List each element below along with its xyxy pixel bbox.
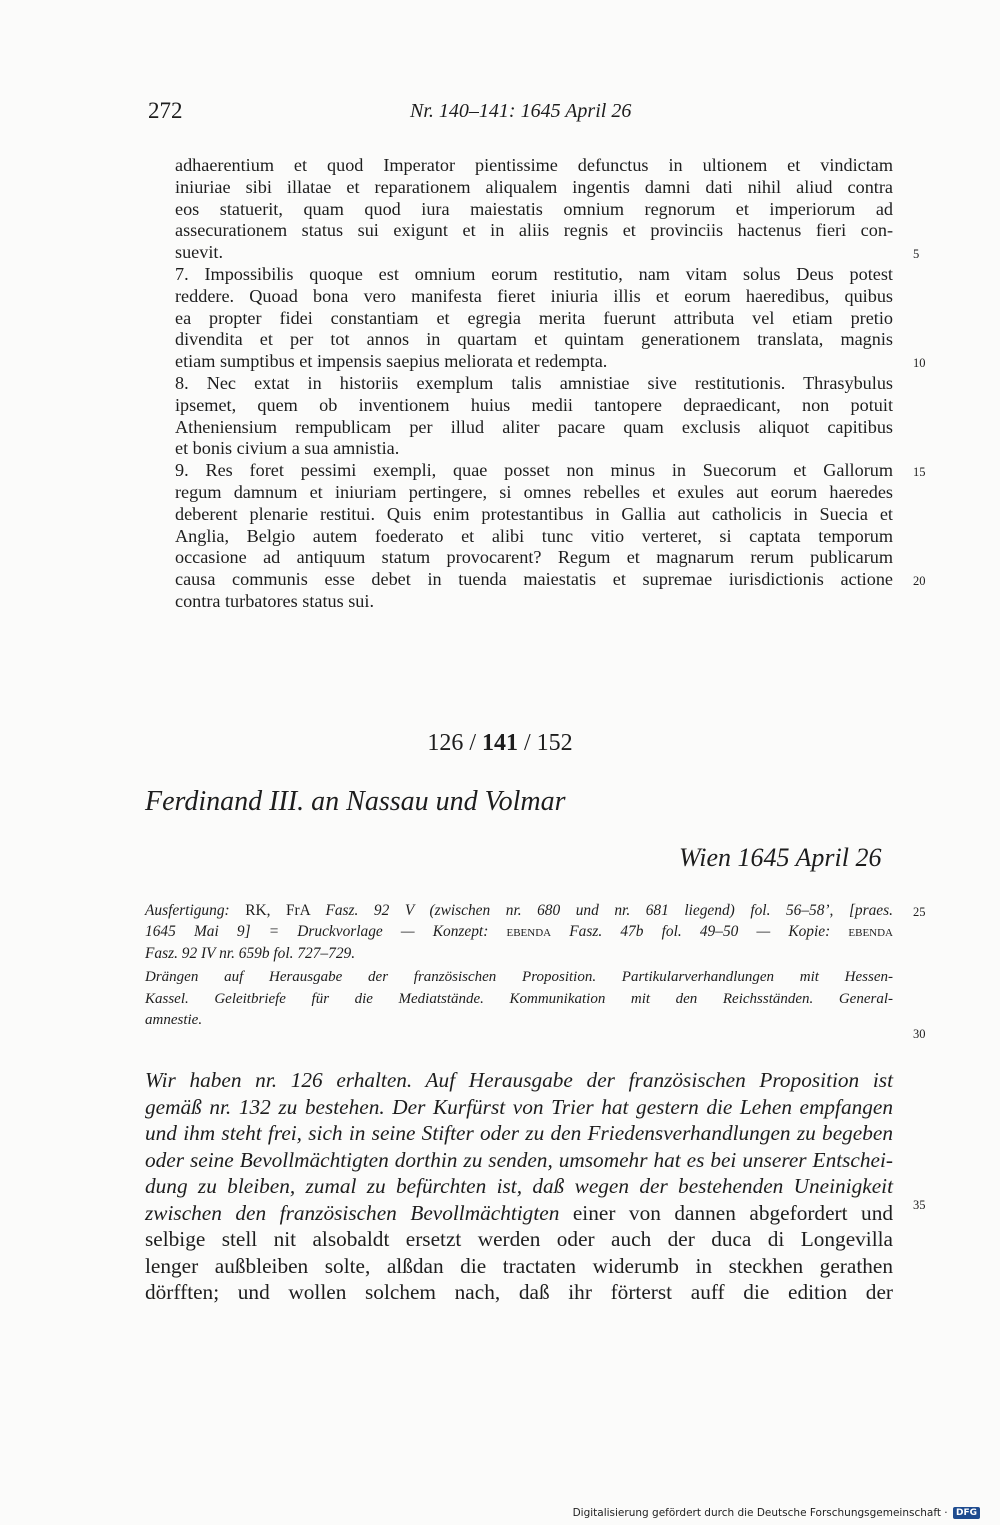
- line-number: 5: [913, 247, 920, 261]
- text-line: 9. Res foret pessimi exempli, quae posset non minus in Suecorum et Gallorum: [175, 460, 893, 481]
- source-line: Fasz. 92 IV nr. 659b fol. 727–729.: [145, 944, 356, 962]
- text-line: Atheniensium rempublicam per illud aliter pacare quam exclusis aliquot capitibus: [175, 416, 893, 437]
- text-line: eos statuerit, quam quod iura maiestatis omnium regnorum et imperiorum ad: [175, 198, 893, 219]
- text-line: etiam sumptibus et impensis saepius meliorata et redempta.: [175, 351, 608, 372]
- summary-line: Kassel. Geleitbriefe für die Mediatstände. Kommunikation mit den Reichsständen. General-: [145, 990, 893, 1007]
- quoted-text: einer von dannen abgefordert und: [559, 1200, 893, 1225]
- line-number: 35: [913, 1198, 926, 1212]
- summary-line: amnestie.: [145, 1012, 203, 1028]
- source-line: [145, 921, 893, 942]
- text-line: 7. Impossibilis quoque est omnium eorum restitutio, nam vitam solus Deus potest: [175, 263, 893, 284]
- folio-ref: Fasz. 92 V (zwischen nr. 680 und nr. 681 liegend) fol. 56–58’, [praes.: [325, 902, 893, 919]
- current-document-number: 141: [482, 730, 518, 756]
- line-number: 25: [913, 905, 926, 919]
- next-document-link[interactable]: 152: [536, 730, 573, 756]
- text-line: Anglia, Belgio autem foederato et alibi tunc vitio verteret, si captata temporum: [175, 525, 893, 546]
- body-line: und ihm steht frei, sich in seine Stifter oder zu den Friedensverhandlungen zu begeben: [145, 1121, 893, 1145]
- nav-separator: /: [469, 730, 476, 756]
- line-number: 30: [913, 1027, 926, 1041]
- line-number: 20: [913, 574, 926, 588]
- text-line: contra turbatores status sui.: [175, 590, 375, 611]
- body-line: dung zu bleiben, zumal zu befürchten ist, daß wegen der bestehenden Uneinigkeit: [145, 1174, 893, 1198]
- text-line: ipsemet, quem ob inventionem huius medii tantopere depraedicant, non potuit: [175, 394, 893, 415]
- body-line: oder seine Bevollmächtigten dorthin zu senden, umsomehr hat es bei unserer Entschei-: [145, 1147, 893, 1172]
- source-text: 1645 Mai 9] = Druckvorlage — Konzept:: [145, 923, 507, 941]
- dfg-logo: DFG: [953, 1507, 980, 1519]
- body-line: dörfften; und wollen solchem nach, daß ihr förterst auff die edition der: [145, 1280, 893, 1304]
- regest-text: zwischen den französischen Bevollmächtigten: [145, 1200, 560, 1225]
- funding-footer: [573, 1507, 980, 1519]
- text-line: 8. Nec extat in historiis exemplum talis amnistiae sive restitutionis. Thrasybulus: [175, 372, 893, 393]
- ebenda-mark: ebenda: [848, 923, 893, 941]
- archive-ref: RK, FrA: [229, 902, 326, 919]
- latin-text-block: [175, 155, 893, 613]
- body-line: selbige stell nit alsobaldt ersetzt werden oder auch der duca di Longevilla: [145, 1227, 893, 1251]
- nav-separator: /: [524, 730, 531, 756]
- summary-line: Drängen auf Herausgabe der französischen Proposition. Partikularverhandlungen mit Hessen-: [145, 969, 893, 985]
- source-line: [145, 900, 893, 921]
- body-line: [145, 1200, 893, 1227]
- text-line: reddere. Quoad bona vero manifesta fieret iniuria illis et eorum haeredibus, quibus: [175, 285, 893, 306]
- running-head: Nr. 140–141: 1645 April 26: [410, 100, 632, 122]
- ebenda-mark: ebenda: [506, 923, 552, 941]
- body-line: gemäß nr. 132 zu bestehen. Der Kurfürst von Trier hat gestern die Lehen empfangen: [145, 1094, 893, 1119]
- document-number-nav: [0, 730, 1000, 757]
- funding-note: Digitalisierung gefördert durch die Deutsche Forschungsgemeinschaft ·: [572, 1507, 948, 1519]
- prev-document-link[interactable]: 126: [427, 730, 464, 756]
- text-line: occasione ad antiquum statum provocarent? Regum et magnarum rerum publicarum: [175, 547, 893, 568]
- source-label: Ausfertigung:: [145, 902, 230, 919]
- line-number: 10: [913, 356, 926, 370]
- source-apparatus: [145, 900, 893, 964]
- source-text: Fasz. 47b fol. 49–50 — Kopie:: [551, 923, 849, 941]
- text-line: suevit.: [175, 242, 223, 263]
- text-line: regum damnum et iniuriam pertingere, si omnes rebelles et exules aut eorum haeredes: [175, 481, 893, 502]
- document-heading: Ferdinand III. an Nassau und Volmar: [145, 786, 566, 817]
- line-number: 15: [913, 465, 926, 479]
- content-summary: [145, 967, 893, 1032]
- text-line: divendita et per tot annos in quartam et quintam generationem translata, magnis: [175, 329, 893, 350]
- document-body: [145, 1067, 893, 1306]
- page-number: 272: [148, 98, 183, 123]
- text-line: assecurationem status sui exigunt et in aliis regnis et provinciis hactenus fieri con-: [175, 220, 893, 241]
- text-line: et bonis civium a sua amnistia.: [175, 438, 400, 459]
- text-line: ea propter fidei constantiam et egregia merita fuerunt attributa vel etiam pretio: [175, 307, 893, 328]
- text-line: iniuriae sibi illatae et reparationem aliqualem ingentis damni dati nihil aliud contra: [175, 176, 893, 197]
- text-line: adhaerentium et quod Imperator pientissime defunctus in ultionem et vindictam: [175, 155, 893, 175]
- place-date: Wien 1645 April 26: [679, 843, 882, 872]
- text-line: causa communis esse debet in tuenda maiestatis et supremae iurisdictionis actione: [175, 569, 893, 590]
- body-line: lenger außbleiben solte, alßdan die tractaten widerumb in steckhen gerathen: [145, 1253, 893, 1278]
- body-line: Wir haben nr. 126 erhalten. Auf Herausgabe der französischen Proposition ist: [145, 1068, 893, 1092]
- text-line: deberent plenarie restitui. Quis enim protestantibus in Gallia aut catholicis in Suecia et: [175, 503, 893, 524]
